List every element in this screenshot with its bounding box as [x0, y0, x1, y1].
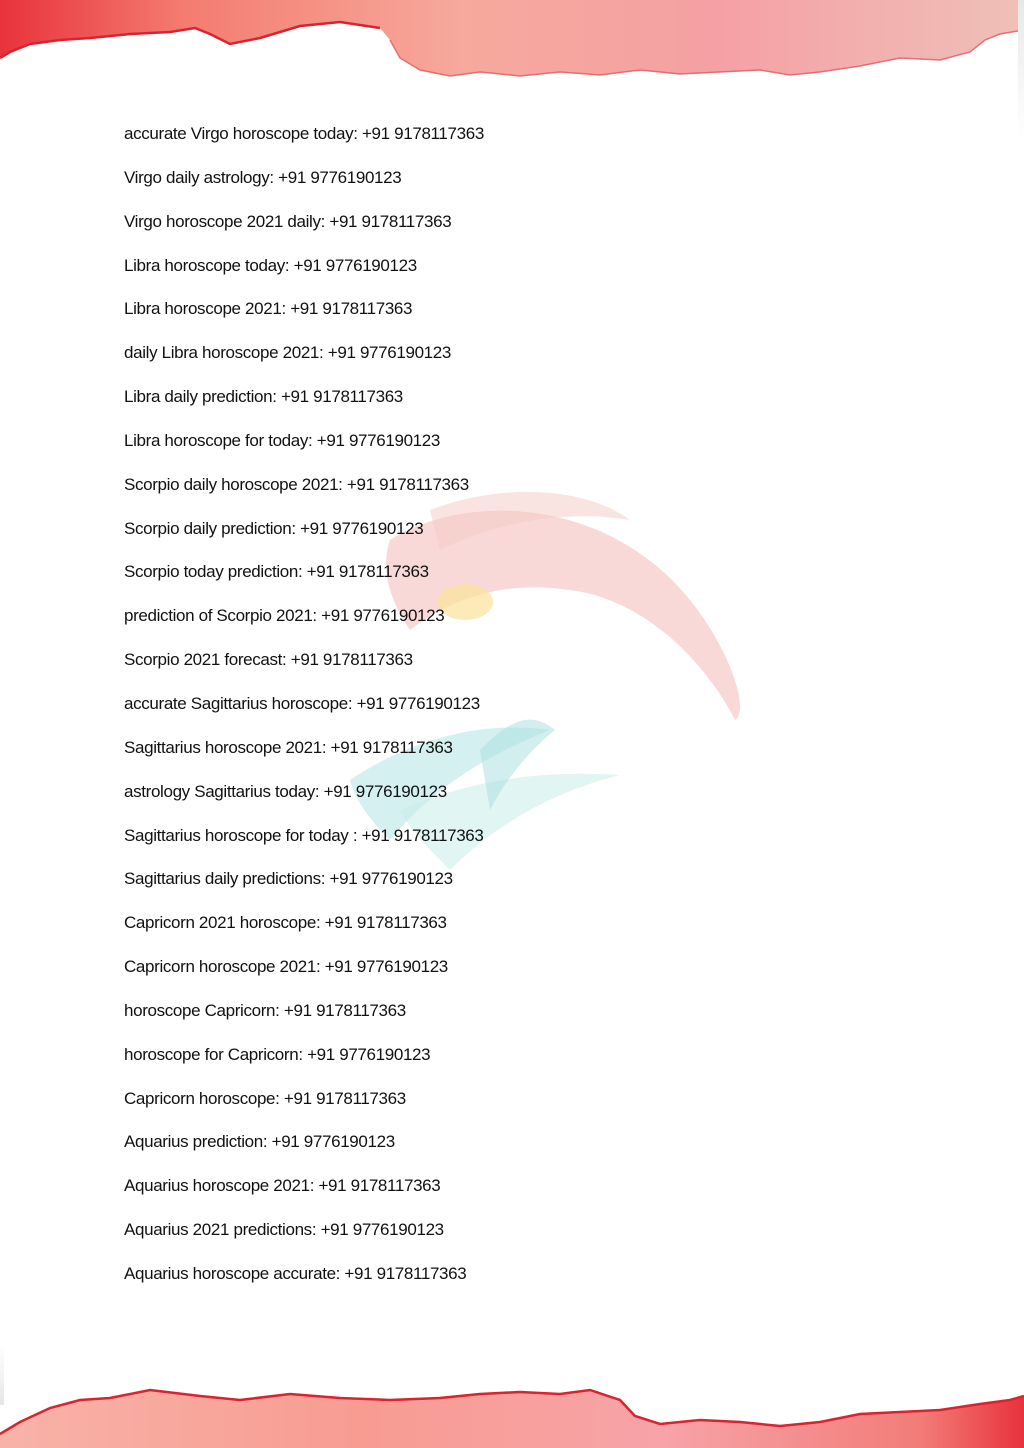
- list-item: daily Libra horoscope 2021: +91 9776190123: [124, 343, 451, 363]
- list-item: astrology Sagittarius today: +91 9776190123: [124, 781, 447, 801]
- list-item: Capricorn horoscope: +91 9178117363: [124, 1088, 406, 1108]
- list-item: accurate Sagittarius horoscope: +91 9776190123: [124, 693, 480, 713]
- header-banner: [0, 0, 1024, 95]
- list-item: Libra horoscope for today: +91 9776190123: [124, 430, 440, 450]
- list-item: Aquarius horoscope accurate: +91 9178117363: [124, 1263, 467, 1283]
- list-item: Virgo daily astrology: +91 9776190123: [124, 167, 402, 187]
- list-item: Libra horoscope 2021: +91 9178117363: [124, 299, 413, 319]
- list-item: Libra daily prediction: +91 9178117363: [124, 387, 403, 407]
- list-item: Virgo horoscope 2021 daily: +91 9178117363: [124, 211, 452, 231]
- list-item: Scorpio today prediction: +91 9178117363: [124, 562, 429, 582]
- list-item: Sagittarius daily predictions: +91 9776190123: [124, 869, 453, 889]
- list-item: Sagittarius horoscope for today : +91 9178117363: [124, 825, 484, 845]
- page-edge-shadow: [1018, 0, 1024, 140]
- list-item: Aquarius 2021 predictions: +91 9776190123: [124, 1220, 444, 1240]
- footer-banner: [0, 1370, 1024, 1448]
- list-item: Capricorn 2021 horoscope: +91 9178117363: [124, 913, 447, 933]
- list-item: Aquarius horoscope 2021: +91 9178117363: [124, 1176, 441, 1196]
- list-item: Scorpio 2021 forecast: +91 9178117363: [124, 650, 413, 670]
- list-item: horoscope for Capricorn: +91 9776190123: [124, 1044, 431, 1064]
- list-item: Aquarius prediction: +91 9776190123: [124, 1132, 395, 1152]
- list-item: Scorpio daily horoscope 2021: +91 9178117363: [124, 474, 469, 494]
- list-item: Sagittarius horoscope 2021: +91 9178117363: [124, 737, 453, 757]
- list-item: Capricorn horoscope 2021: +91 9776190123: [124, 957, 448, 977]
- list-item: accurate Virgo horoscope today: +91 9178117363: [124, 124, 484, 143]
- list-item: Libra horoscope today: +91 9776190123: [124, 255, 417, 275]
- keyword-list: [124, 120, 884, 1304]
- list-item: horoscope Capricorn: +91 9178117363: [124, 1000, 406, 1020]
- list-item: prediction of Scorpio 2021: +91 9776190123: [124, 606, 445, 626]
- list-item: Scorpio daily prediction: +91 9776190123: [124, 518, 424, 538]
